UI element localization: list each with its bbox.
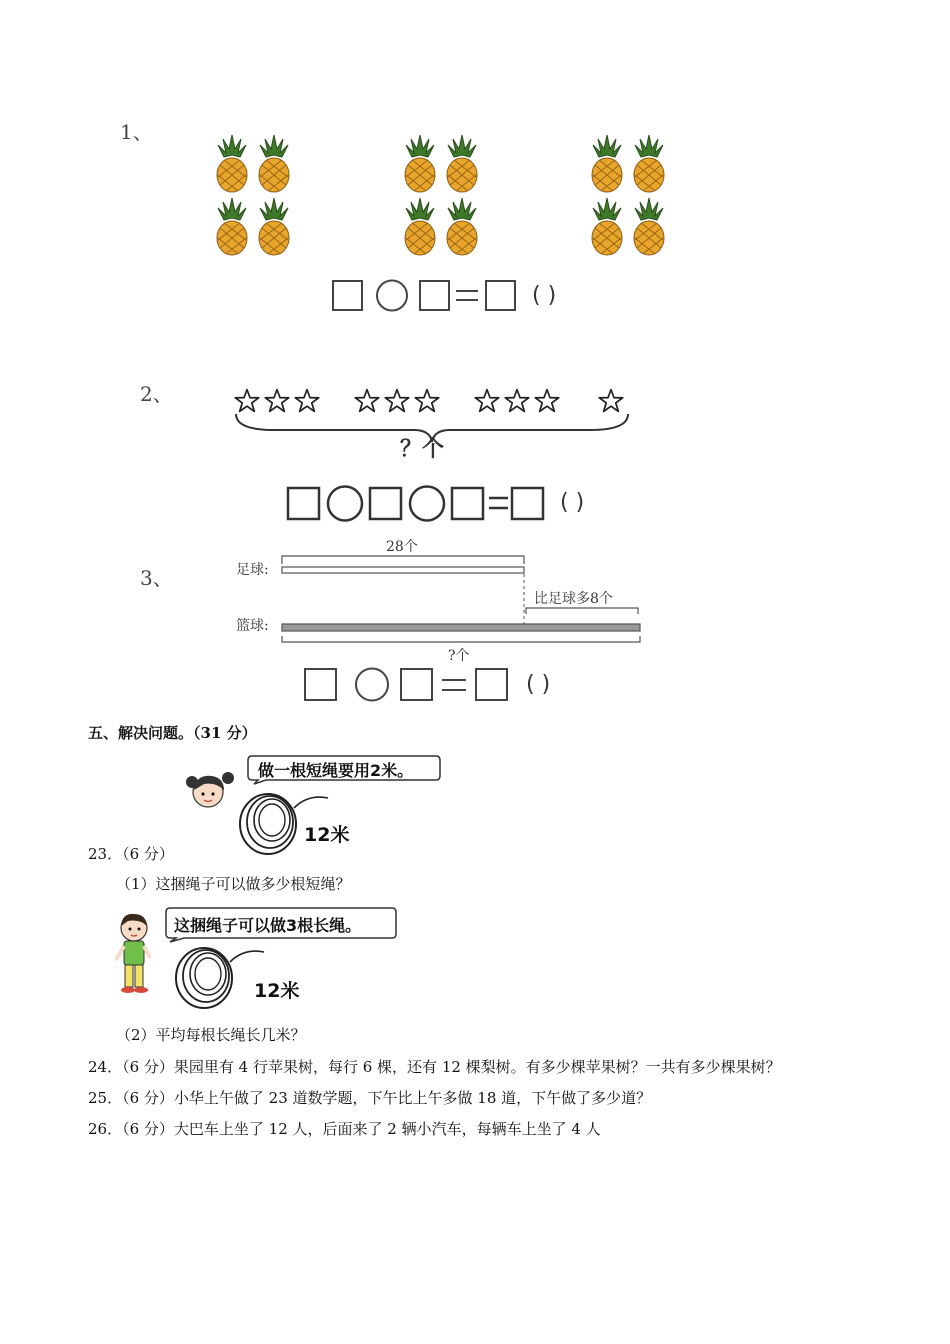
basketball-bar	[282, 624, 640, 631]
answer-box	[288, 488, 319, 519]
operator-circle	[377, 281, 407, 311]
rope-1-length: 12米	[304, 824, 350, 846]
pineapple-group-3	[587, 133, 671, 259]
problem-2-number: 2、	[140, 382, 173, 406]
bubble-1-text: 做一根短绳要用2米。	[258, 761, 414, 780]
answer-box	[420, 281, 449, 310]
q23-sub1: （1）这捆绳子可以做多少根短绳？	[116, 875, 351, 893]
boy-figure	[112, 910, 156, 996]
problem-3-number: 3、	[140, 566, 173, 590]
operator-circle	[356, 669, 388, 701]
football-label: 足球:	[236, 562, 269, 578]
q25-text: 25．（6 分）小华上午做了 23 道数学题，下午比上午多做 18 道，下午做了多少道？	[88, 1089, 652, 1107]
more-label: 比足球多8个	[534, 591, 613, 607]
basketball-label: 篮球:	[236, 618, 269, 634]
brace-label: ？个	[400, 437, 445, 462]
answer-box	[333, 281, 362, 310]
unit-paren-2: ( )	[560, 490, 585, 515]
q26-text: 26．（6 分）大巴车上坐了 12 人，后面来了 2 辆小汽车，每辆车上坐了 4 人	[88, 1120, 601, 1138]
unit-paren-3: ( )	[526, 672, 551, 697]
bubble-2-text: 这捆绳子可以做3根长绳。	[174, 916, 362, 935]
equation-2	[286, 484, 556, 524]
answer-box	[486, 281, 515, 310]
question-count-label: ?个	[448, 648, 470, 664]
equation-3	[302, 666, 522, 704]
rope-2-length: 12米	[254, 980, 300, 1002]
answer-box	[452, 488, 483, 519]
problem-1-number: 1、	[120, 120, 153, 144]
answer-box	[305, 669, 336, 700]
q23-header: 23．（6 分）	[88, 845, 174, 863]
q23-sub2: （2）平均每根长绳长几米？	[116, 1026, 306, 1044]
operator-circle	[328, 487, 362, 521]
equation-1	[330, 278, 530, 314]
operator-circle	[410, 487, 444, 521]
top-count-label: 28个	[386, 539, 418, 555]
unit-paren-1: ( )	[532, 283, 557, 308]
q24-text: 24．（6 分）果园里有 4 行苹果树，每行 6 棵，还有 12 棵梨树。有多少棵苹果树？一共有多少棵果树？	[88, 1058, 781, 1076]
answer-box	[476, 669, 507, 700]
bar-diagram	[278, 550, 648, 660]
answer-box	[512, 488, 543, 519]
pineapple-group-1	[212, 133, 296, 259]
pineapple-group-2	[400, 133, 484, 259]
answer-box	[401, 669, 432, 700]
football-bar	[282, 567, 524, 573]
section-title: 五、解决问题。（31 分）	[88, 724, 257, 742]
answer-box	[370, 488, 401, 519]
